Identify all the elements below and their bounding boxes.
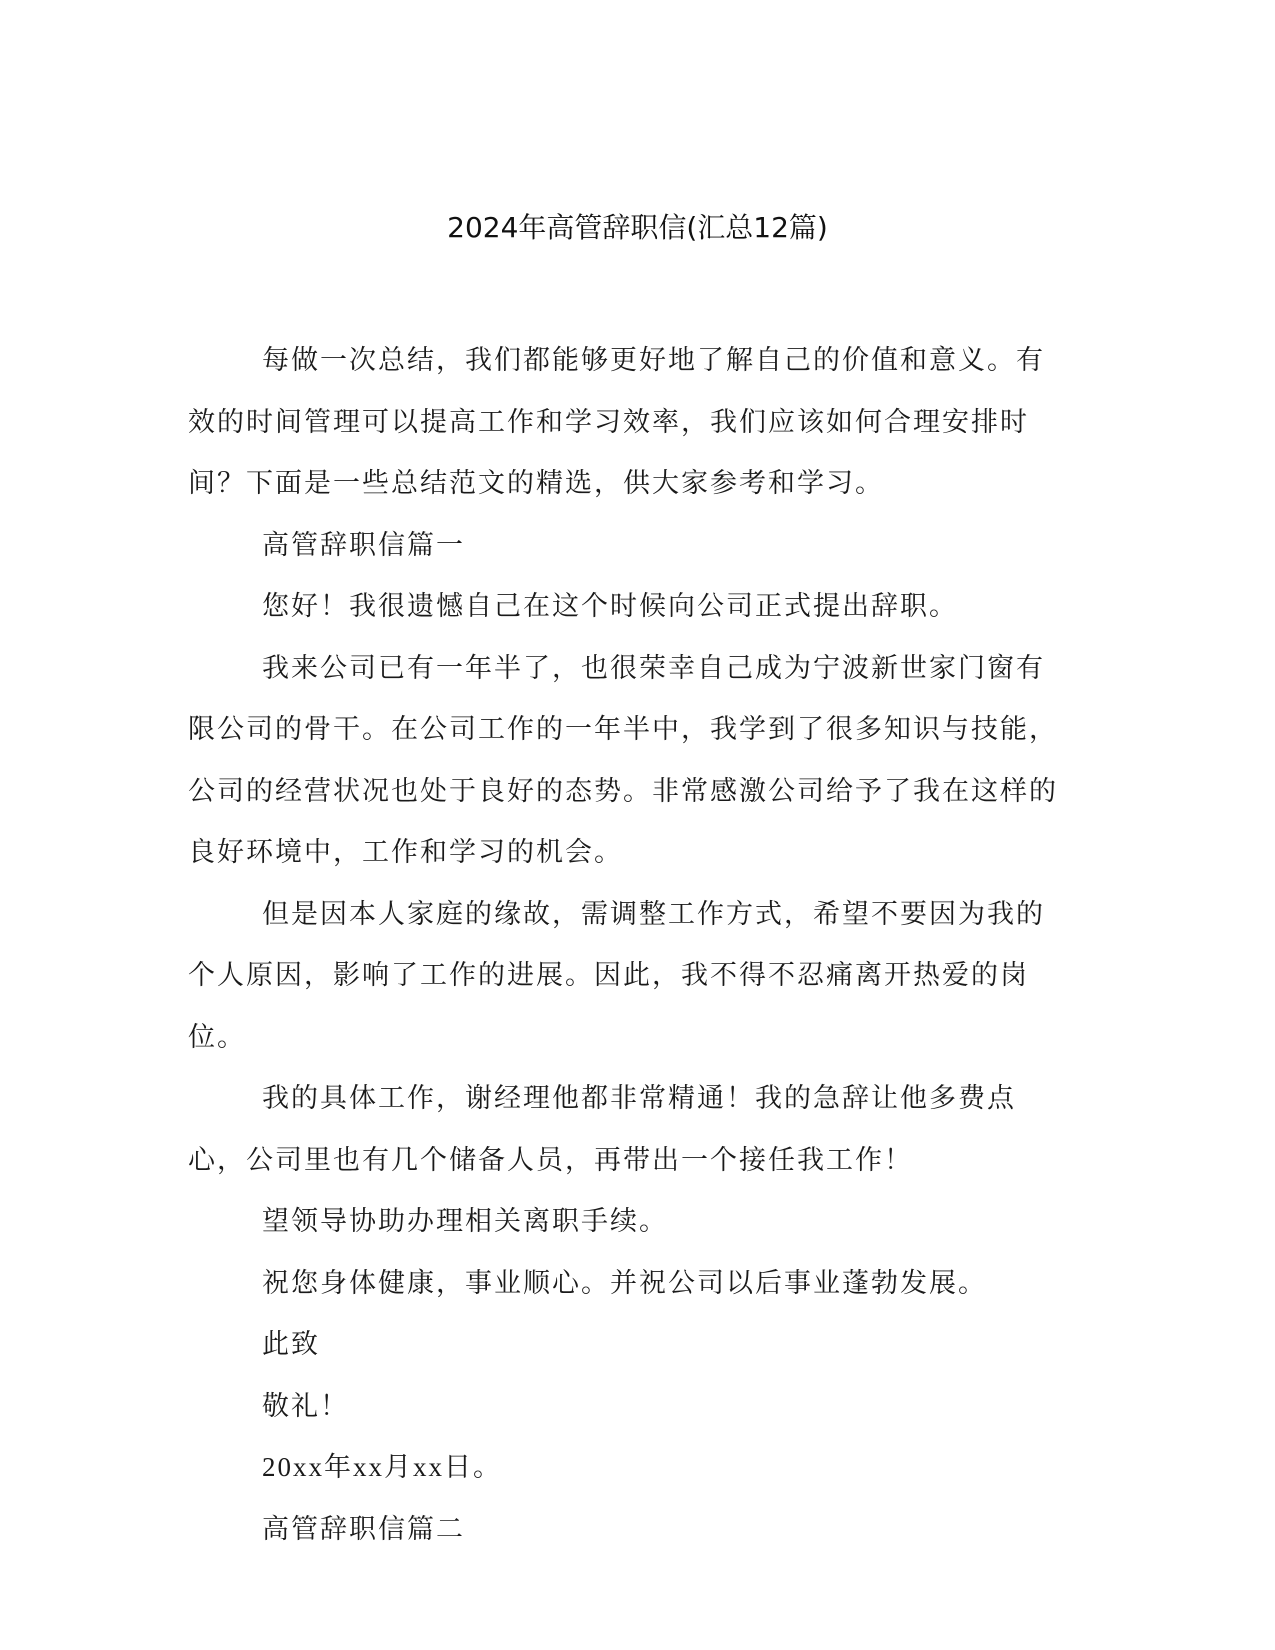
salutation-line: 此致 xyxy=(262,1329,320,1360)
closing-wishes: 祝您身体健康，事业顺心。并祝公司以后事业蓬勃发展。 xyxy=(262,1267,987,1299)
intro-paragraph: 每做一次总结，我们都能够更好地了解自己的价值和意义。有效的时间管理可以提高工作和学习效率，我们应该如何合理安排时间？下面是一些总结范文的精选，供大家参考和学习。 xyxy=(188,345,1045,499)
date-line: 20xx年xx月xx日。 xyxy=(262,1452,502,1482)
body-paragraph: 但是因本人家庭的缘故，需调整工作方式，希望不要因为我的个人原因，影响了工作的进展。因此，我不得不忍痛离开热爱的岗位。 xyxy=(188,898,1045,1053)
body-paragraph: 我来公司已有一年半了，也很荣幸自己成为宁波新世家门窗有限公司的骨干。在公司工作的一年半中，我学到了很多知识与技能，公司的经营状况也处于良好的态势。非常感激公司给予了我在这样的良好环境中，工作和学习的机会。 xyxy=(188,652,1058,868)
section-heading-2: 高管辞职信篇二 xyxy=(262,1513,465,1545)
section-heading-1: 高管辞职信篇一 xyxy=(262,529,465,561)
body-paragraph: 望领导协助办理相关离职手续。 xyxy=(262,1206,668,1237)
greeting-paragraph: 您好！我很遗憾自己在这个时候向公司正式提出辞职。 xyxy=(262,591,958,622)
body-paragraph: 我的具体工作，谢经理他都非常精通！我的急辞让他多费点心，公司里也有几个储备人员，再带出一个接任我工作！ xyxy=(188,1083,1016,1176)
document-body xyxy=(188,330,1068,1560)
salutation-line: 敬礼！ xyxy=(262,1390,349,1422)
document-title: 2024年高管辞职信(汇总12篇) xyxy=(447,211,828,244)
